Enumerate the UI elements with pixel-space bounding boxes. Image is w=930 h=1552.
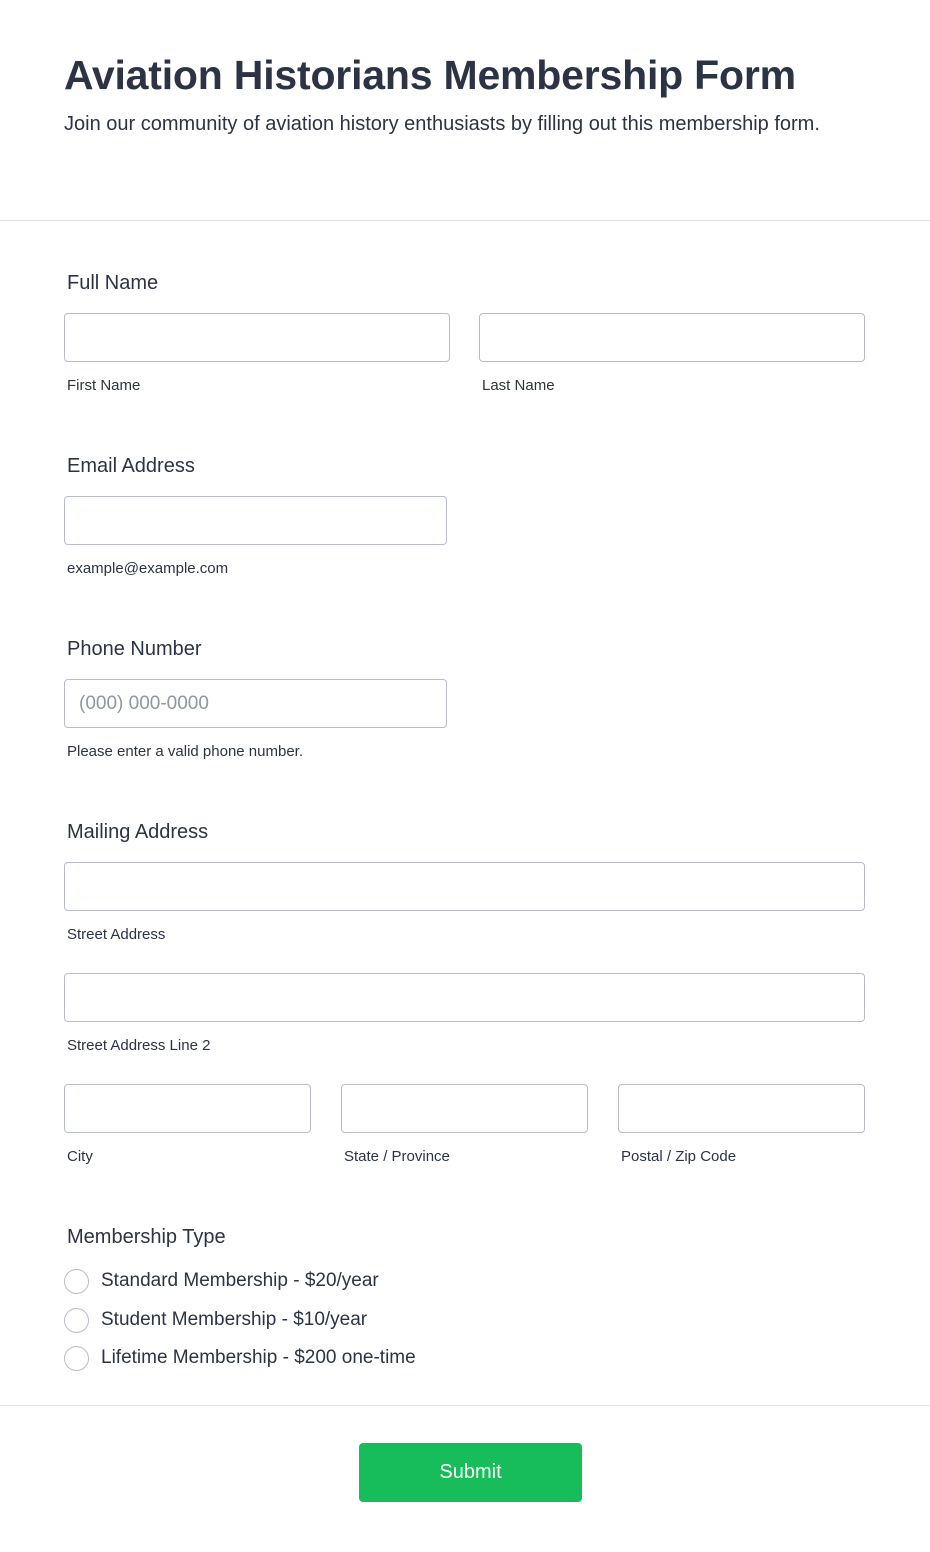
email-sublabel: example@example.com (67, 560, 229, 577)
radio-button[interactable] (64, 1346, 89, 1371)
state-input[interactable] (341, 1084, 588, 1133)
street-address-sublabel: Street Address (67, 926, 166, 943)
last-name-input[interactable] (479, 313, 865, 362)
form-title: Aviation Historians Membership Form (64, 52, 796, 98)
city-input[interactable] (64, 1084, 311, 1133)
radio-button[interactable] (64, 1269, 89, 1294)
phone-sublabel: Please enter a valid phone number. (67, 743, 303, 760)
email-input[interactable] (64, 496, 447, 545)
membership-option-label: Standard Membership - $20/year (101, 1270, 379, 1291)
form-subtitle: Join our community of aviation history enthusiasts by filling out this membership form. (64, 113, 820, 135)
address-label: Mailing Address (67, 821, 209, 843)
street-address-line2-input[interactable] (64, 973, 865, 1022)
phone-label: Phone Number (67, 638, 202, 660)
radio-button[interactable] (64, 1308, 89, 1333)
street-address-line2-sublabel: Street Address Line 2 (67, 1037, 211, 1054)
last-name-sublabel: Last Name (482, 377, 555, 394)
membership-option-label: Student Membership - $10/year (101, 1309, 368, 1330)
membership-label: Membership Type (67, 1226, 226, 1248)
phone-input[interactable] (64, 679, 447, 728)
street-address-input[interactable] (64, 862, 865, 911)
membership-option-lifetime[interactable] (64, 1345, 416, 1371)
membership-option-student[interactable] (64, 1307, 367, 1333)
form-header (0, 0, 930, 221)
first-name-input[interactable] (64, 313, 450, 362)
zip-input[interactable] (618, 1084, 865, 1133)
footer-divider (0, 1405, 930, 1406)
membership-option-label: Lifetime Membership - $200 one-time (101, 1347, 416, 1368)
full-name-label: Full Name (67, 272, 159, 294)
zip-sublabel: Postal / Zip Code (621, 1148, 737, 1165)
city-sublabel: City (67, 1148, 93, 1165)
state-sublabel: State / Province (344, 1148, 450, 1165)
email-label: Email Address (67, 455, 195, 477)
submit-button[interactable]: Submit (359, 1443, 582, 1502)
membership-option-standard[interactable] (64, 1268, 379, 1294)
first-name-sublabel: First Name (67, 377, 141, 394)
